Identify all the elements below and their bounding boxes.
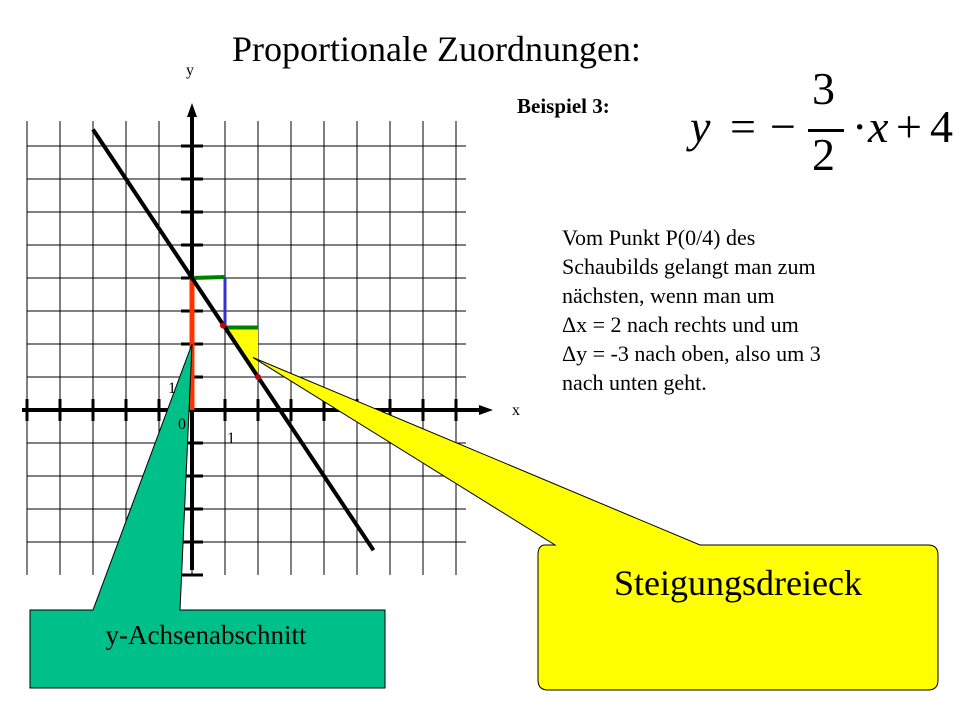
formula-constant: 4	[930, 101, 953, 152]
graph-point	[255, 374, 261, 380]
construction	[93, 130, 374, 551]
formula-dot: ·	[852, 101, 868, 152]
y-unit-label: 1	[168, 380, 176, 397]
formula-numerator: 3	[812, 63, 835, 114]
horizontal-step	[192, 277, 225, 278]
description-text	[562, 223, 952, 397]
y-intercept-callout-label: y-Achsenabschnitt	[105, 620, 307, 650]
description-line: Schaubilds gelangt man zum	[562, 254, 816, 279]
description-line: Δx = 2 nach rechts und um	[562, 312, 799, 337]
graph-line	[93, 130, 374, 551]
page-title: Proportionale Zuordnungen:	[232, 29, 641, 69]
formula-denominator: 2	[812, 129, 835, 180]
formula-x: x	[868, 101, 889, 152]
x-axis-label: x	[512, 402, 520, 419]
description-line: nächsten, wenn man um	[562, 283, 775, 308]
description-line: nach unten geht.	[562, 370, 707, 395]
x-axis-arrow	[479, 405, 493, 415]
function-formula	[690, 62, 953, 180]
example-label: Beispiel 3:	[517, 94, 610, 118]
description-line: Vom Punkt P(0/4) des	[562, 225, 756, 250]
origin-label: 0	[178, 416, 186, 433]
y-axis-label: y	[186, 62, 194, 79]
formula-equals: =	[730, 101, 756, 152]
y-axis-arrow	[187, 103, 197, 117]
formula-y: y	[690, 101, 711, 152]
graph-point	[220, 323, 226, 329]
slope-triangle-callout-label: Steigungsdreieck	[614, 563, 862, 603]
formula-minus: −	[770, 101, 796, 152]
formula-plus: +	[896, 101, 922, 152]
x-unit-label: 1	[227, 430, 235, 447]
description-line: Δy = -3 nach oben, also um 3	[562, 341, 821, 366]
